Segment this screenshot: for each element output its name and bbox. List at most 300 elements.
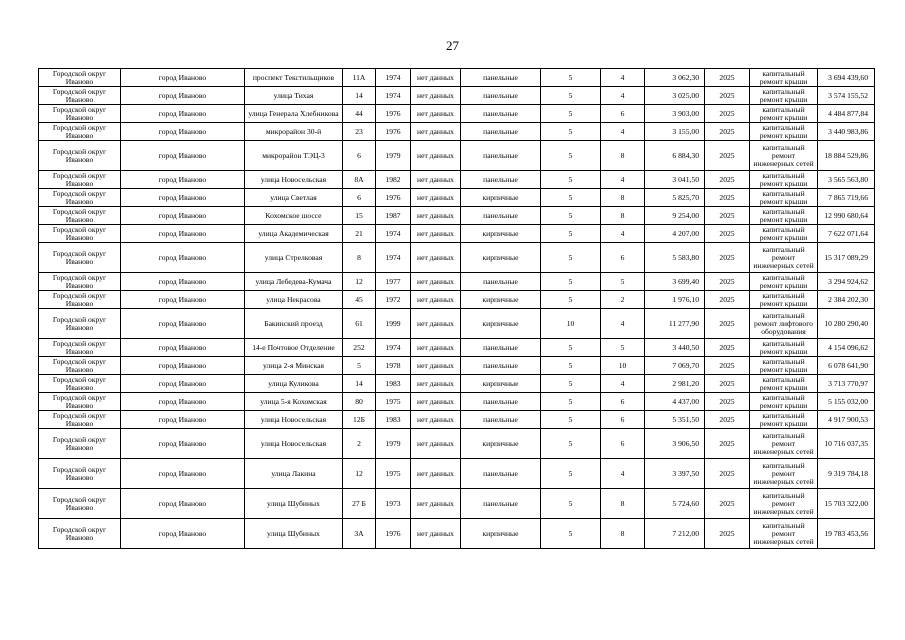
area-cell: 11 277,90 bbox=[645, 309, 705, 339]
year-built-cell: 1979 bbox=[376, 141, 411, 171]
entrances-cell: 8 bbox=[601, 141, 645, 171]
wall-material-cell: кирпичные bbox=[461, 225, 541, 243]
area-cell: 3 155,00 bbox=[645, 123, 705, 141]
floors-cell: 5 bbox=[541, 141, 601, 171]
year-built-cell: 1983 bbox=[376, 375, 411, 393]
wall-material-cell: панельные bbox=[461, 171, 541, 189]
house-number-cell: 80 bbox=[343, 393, 376, 411]
floors-cell: 5 bbox=[541, 291, 601, 309]
street-cell: улица 5-я Кохомская bbox=[245, 393, 343, 411]
year-built-cell: 1979 bbox=[376, 429, 411, 459]
year-built-cell: 1973 bbox=[376, 489, 411, 519]
table-row bbox=[39, 309, 875, 339]
floors-cell: 5 bbox=[541, 273, 601, 291]
street-cell: улица Генерала Хлебникова bbox=[245, 105, 343, 123]
floors-cell: 5 bbox=[541, 411, 601, 429]
wall-material-cell: панельные bbox=[461, 459, 541, 489]
city-cell: город Иваново bbox=[121, 291, 245, 309]
wall-material-cell: кирпичные bbox=[461, 243, 541, 273]
street-cell: улица Стрелковая bbox=[245, 243, 343, 273]
house-number-cell: 15 bbox=[343, 207, 376, 225]
entrances-cell: 8 bbox=[601, 489, 645, 519]
city-cell: город Иваново bbox=[121, 189, 245, 207]
house-number-cell: 44 bbox=[343, 105, 376, 123]
area-cell: 3 025,00 bbox=[645, 87, 705, 105]
data-availability-cell: нет данных bbox=[411, 243, 461, 273]
year-built-cell: 1976 bbox=[376, 189, 411, 207]
street-cell: улица Академическая bbox=[245, 225, 343, 243]
table-row bbox=[39, 489, 875, 519]
year-built-cell: 1974 bbox=[376, 69, 411, 87]
wall-material-cell: панельные bbox=[461, 357, 541, 375]
wall-material-cell: панельные bbox=[461, 489, 541, 519]
city-cell: город Иваново bbox=[121, 273, 245, 291]
house-number-cell: 3А bbox=[343, 519, 376, 549]
year-built-cell: 1983 bbox=[376, 411, 411, 429]
table-row bbox=[39, 123, 875, 141]
floors-cell: 5 bbox=[541, 375, 601, 393]
wall-material-cell: панельные bbox=[461, 411, 541, 429]
house-number-cell: 21 bbox=[343, 225, 376, 243]
cost-cell: 4 484 877,84 bbox=[818, 105, 875, 123]
city-cell: город Иваново bbox=[121, 519, 245, 549]
table-row bbox=[39, 225, 875, 243]
plan-year-cell: 2025 bbox=[705, 339, 750, 357]
data-availability-cell: нет данных bbox=[411, 225, 461, 243]
year-built-cell: 1978 bbox=[376, 357, 411, 375]
floors-cell: 5 bbox=[541, 429, 601, 459]
floors-cell: 5 bbox=[541, 357, 601, 375]
floors-cell: 5 bbox=[541, 171, 601, 189]
table-row bbox=[39, 339, 875, 357]
city-cell: город Иваново bbox=[121, 207, 245, 225]
year-built-cell: 1982 bbox=[376, 171, 411, 189]
cost-cell: 6 078 641,90 bbox=[818, 357, 875, 375]
cost-cell: 3 565 563,80 bbox=[818, 171, 875, 189]
plan-year-cell: 2025 bbox=[705, 171, 750, 189]
district-cell: Городской округ Иваново bbox=[39, 171, 121, 189]
entrances-cell: 8 bbox=[601, 207, 645, 225]
district-cell: Городской округ Иваново bbox=[39, 225, 121, 243]
district-cell: Городской округ Иваново bbox=[39, 459, 121, 489]
area-cell: 4 437,00 bbox=[645, 393, 705, 411]
house-number-cell: 12 bbox=[343, 459, 376, 489]
wall-material-cell: кирпичные bbox=[461, 519, 541, 549]
floors-cell: 5 bbox=[541, 459, 601, 489]
table-row bbox=[39, 519, 875, 549]
work-type-cell: капитальный ремонт крыши bbox=[750, 393, 818, 411]
area-cell: 3 903,00 bbox=[645, 105, 705, 123]
cost-cell: 19 783 453,56 bbox=[818, 519, 875, 549]
district-cell: Городской округ Иваново bbox=[39, 429, 121, 459]
year-built-cell: 1987 bbox=[376, 207, 411, 225]
floors-cell: 5 bbox=[541, 69, 601, 87]
work-type-cell: капитальный ремонт крыши bbox=[750, 225, 818, 243]
wall-material-cell: панельные bbox=[461, 393, 541, 411]
year-built-cell: 1977 bbox=[376, 273, 411, 291]
street-cell: улица Тихая bbox=[245, 87, 343, 105]
plan-year-cell: 2025 bbox=[705, 243, 750, 273]
floors-cell: 5 bbox=[541, 243, 601, 273]
city-cell: город Иваново bbox=[121, 123, 245, 141]
house-number-cell: 8А bbox=[343, 171, 376, 189]
year-built-cell: 1976 bbox=[376, 105, 411, 123]
city-cell: город Иваново bbox=[121, 243, 245, 273]
wall-material-cell: панельные bbox=[461, 141, 541, 171]
house-number-cell: 8 bbox=[343, 243, 376, 273]
table-row bbox=[39, 375, 875, 393]
data-availability-cell: нет данных bbox=[411, 69, 461, 87]
table-row bbox=[39, 357, 875, 375]
street-cell: Бакинский проезд bbox=[245, 309, 343, 339]
house-number-cell: 5 bbox=[343, 357, 376, 375]
wall-material-cell: панельные bbox=[461, 87, 541, 105]
street-cell: улица Шубиных bbox=[245, 489, 343, 519]
area-cell: 4 207,00 bbox=[645, 225, 705, 243]
work-type-cell: капитальный ремонт лифтового оборудования bbox=[750, 309, 818, 339]
plan-year-cell: 2025 bbox=[705, 189, 750, 207]
cost-cell: 4 154 096,62 bbox=[818, 339, 875, 357]
house-number-cell: 14 bbox=[343, 87, 376, 105]
data-availability-cell: нет данных bbox=[411, 429, 461, 459]
entrances-cell: 4 bbox=[601, 459, 645, 489]
work-type-cell: капитальный ремонт крыши bbox=[750, 375, 818, 393]
entrances-cell: 8 bbox=[601, 189, 645, 207]
work-type-cell: капитальный ремонт крыши bbox=[750, 69, 818, 87]
year-built-cell: 1974 bbox=[376, 339, 411, 357]
work-type-cell: капитальный ремонт инженерных сетей bbox=[750, 519, 818, 549]
street-cell: улица Новосельская bbox=[245, 411, 343, 429]
cost-cell: 10 280 290,40 bbox=[818, 309, 875, 339]
wall-material-cell: панельные bbox=[461, 207, 541, 225]
district-cell: Городской округ Иваново bbox=[39, 141, 121, 171]
table-body bbox=[39, 69, 875, 549]
wall-material-cell: панельные bbox=[461, 69, 541, 87]
data-availability-cell: нет данных bbox=[411, 339, 461, 357]
year-built-cell: 1972 bbox=[376, 291, 411, 309]
entrances-cell: 4 bbox=[601, 87, 645, 105]
street-cell: улица Куликова bbox=[245, 375, 343, 393]
house-number-cell: 23 bbox=[343, 123, 376, 141]
house-number-cell: 6 bbox=[343, 189, 376, 207]
cost-cell: 15 317 089,29 bbox=[818, 243, 875, 273]
floors-cell: 5 bbox=[541, 189, 601, 207]
district-cell: Городской округ Иваново bbox=[39, 105, 121, 123]
table-row bbox=[39, 141, 875, 171]
data-availability-cell: нет данных bbox=[411, 519, 461, 549]
street-cell: 14-е Почтовое Отделение bbox=[245, 339, 343, 357]
floors-cell: 5 bbox=[541, 225, 601, 243]
district-cell: Городской округ Иваново bbox=[39, 243, 121, 273]
floors-cell: 5 bbox=[541, 393, 601, 411]
data-availability-cell: нет данных bbox=[411, 141, 461, 171]
work-type-cell: капитальный ремонт инженерных сетей bbox=[750, 489, 818, 519]
area-cell: 3 041,50 bbox=[645, 171, 705, 189]
plan-year-cell: 2025 bbox=[705, 489, 750, 519]
cost-cell: 15 703 322,00 bbox=[818, 489, 875, 519]
year-built-cell: 1999 bbox=[376, 309, 411, 339]
district-cell: Городской округ Иваново bbox=[39, 357, 121, 375]
wall-material-cell: панельные bbox=[461, 105, 541, 123]
district-cell: Городской округ Иваново bbox=[39, 69, 121, 87]
plan-year-cell: 2025 bbox=[705, 459, 750, 489]
year-built-cell: 1974 bbox=[376, 225, 411, 243]
table-row bbox=[39, 411, 875, 429]
data-availability-cell: нет данных bbox=[411, 189, 461, 207]
wall-material-cell: кирпичные bbox=[461, 429, 541, 459]
street-cell: микрорайон 30-й bbox=[245, 123, 343, 141]
city-cell: город Иваново bbox=[121, 105, 245, 123]
district-cell: Городской округ Иваново bbox=[39, 87, 121, 105]
floors-cell: 5 bbox=[541, 123, 601, 141]
city-cell: город Иваново bbox=[121, 69, 245, 87]
city-cell: город Иваново bbox=[121, 393, 245, 411]
entrances-cell: 6 bbox=[601, 393, 645, 411]
cost-cell: 4 917 900,53 bbox=[818, 411, 875, 429]
district-cell: Городской округ Иваново bbox=[39, 291, 121, 309]
wall-material-cell: кирпичные bbox=[461, 291, 541, 309]
area-cell: 7 212,00 bbox=[645, 519, 705, 549]
area-cell: 6 884,30 bbox=[645, 141, 705, 171]
entrances-cell: 4 bbox=[601, 171, 645, 189]
data-availability-cell: нет данных bbox=[411, 105, 461, 123]
city-cell: город Иваново bbox=[121, 411, 245, 429]
street-cell: улица Светлая bbox=[245, 189, 343, 207]
street-cell: улица Лебедева-Кумача bbox=[245, 273, 343, 291]
area-cell: 1 976,10 bbox=[645, 291, 705, 309]
table-row bbox=[39, 273, 875, 291]
house-number-cell: 11А bbox=[343, 69, 376, 87]
cost-cell: 9 319 784,18 bbox=[818, 459, 875, 489]
district-cell: Городской округ Иваново bbox=[39, 273, 121, 291]
area-cell: 3 397,50 bbox=[645, 459, 705, 489]
city-cell: город Иваново bbox=[121, 339, 245, 357]
floors-cell: 5 bbox=[541, 339, 601, 357]
entrances-cell: 5 bbox=[601, 339, 645, 357]
street-cell: улица Шубиных bbox=[245, 519, 343, 549]
plan-year-cell: 2025 bbox=[705, 141, 750, 171]
table-row bbox=[39, 69, 875, 87]
entrances-cell: 4 bbox=[601, 309, 645, 339]
data-availability-cell: нет данных bbox=[411, 357, 461, 375]
plan-year-cell: 2025 bbox=[705, 225, 750, 243]
table-row bbox=[39, 393, 875, 411]
area-cell: 5 825,70 bbox=[645, 189, 705, 207]
city-cell: город Иваново bbox=[121, 357, 245, 375]
entrances-cell: 4 bbox=[601, 69, 645, 87]
work-type-cell: капитальный ремонт крыши bbox=[750, 411, 818, 429]
floors-cell: 5 bbox=[541, 207, 601, 225]
floors-cell: 5 bbox=[541, 489, 601, 519]
plan-year-cell: 2025 bbox=[705, 69, 750, 87]
plan-year-cell: 2025 bbox=[705, 519, 750, 549]
house-number-cell: 12Б bbox=[343, 411, 376, 429]
street-cell: проспект Текстильщиков bbox=[245, 69, 343, 87]
work-type-cell: капитальный ремонт крыши bbox=[750, 207, 818, 225]
data-availability-cell: нет данных bbox=[411, 123, 461, 141]
street-cell: Кохомское шоссе bbox=[245, 207, 343, 225]
year-built-cell: 1975 bbox=[376, 459, 411, 489]
entrances-cell: 6 bbox=[601, 411, 645, 429]
entrances-cell: 8 bbox=[601, 519, 645, 549]
district-cell: Городской округ Иваново bbox=[39, 189, 121, 207]
area-cell: 3 062,30 bbox=[645, 69, 705, 87]
table-row bbox=[39, 459, 875, 489]
wall-material-cell: панельные bbox=[461, 273, 541, 291]
city-cell: город Иваново bbox=[121, 141, 245, 171]
cost-cell: 2 384 202,30 bbox=[818, 291, 875, 309]
table-row bbox=[39, 171, 875, 189]
table-row bbox=[39, 429, 875, 459]
cost-cell: 12 990 680,64 bbox=[818, 207, 875, 225]
data-availability-cell: нет данных bbox=[411, 489, 461, 519]
entrances-cell: 4 bbox=[601, 123, 645, 141]
cost-cell: 18 884 529,86 bbox=[818, 141, 875, 171]
cost-cell: 3 294 924,62 bbox=[818, 273, 875, 291]
work-type-cell: капитальный ремонт крыши bbox=[750, 87, 818, 105]
wall-material-cell: кирпичные bbox=[461, 375, 541, 393]
plan-year-cell: 2025 bbox=[705, 273, 750, 291]
year-built-cell: 1976 bbox=[376, 123, 411, 141]
plan-year-cell: 2025 bbox=[705, 105, 750, 123]
district-cell: Городской округ Иваново bbox=[39, 207, 121, 225]
year-built-cell: 1976 bbox=[376, 519, 411, 549]
plan-year-cell: 2025 bbox=[705, 309, 750, 339]
district-cell: Городской округ Иваново bbox=[39, 393, 121, 411]
cost-cell: 5 155 032,00 bbox=[818, 393, 875, 411]
cost-cell: 3 694 439,60 bbox=[818, 69, 875, 87]
entrances-cell: 2 bbox=[601, 291, 645, 309]
house-number-cell: 252 bbox=[343, 339, 376, 357]
wall-material-cell: панельные bbox=[461, 123, 541, 141]
work-type-cell: капитальный ремонт крыши bbox=[750, 171, 818, 189]
house-number-cell: 14 bbox=[343, 375, 376, 393]
plan-year-cell: 2025 bbox=[705, 87, 750, 105]
floors-cell: 10 bbox=[541, 309, 601, 339]
data-availability-cell: нет данных bbox=[411, 393, 461, 411]
cost-cell: 3 440 983,86 bbox=[818, 123, 875, 141]
entrances-cell: 6 bbox=[601, 429, 645, 459]
district-cell: Городской округ Иваново bbox=[39, 489, 121, 519]
area-cell: 5 583,80 bbox=[645, 243, 705, 273]
district-cell: Городской округ Иваново bbox=[39, 519, 121, 549]
city-cell: город Иваново bbox=[121, 309, 245, 339]
table-row bbox=[39, 207, 875, 225]
work-type-cell: капитальный ремонт крыши bbox=[750, 105, 818, 123]
work-type-cell: капитальный ремонт крыши bbox=[750, 189, 818, 207]
district-cell: Городской округ Иваново bbox=[39, 375, 121, 393]
work-type-cell: капитальный ремонт инженерных сетей bbox=[750, 243, 818, 273]
data-availability-cell: нет данных bbox=[411, 411, 461, 429]
street-cell: микрорайон ТЭЦ-3 bbox=[245, 141, 343, 171]
street-cell: улица Некрасова bbox=[245, 291, 343, 309]
district-cell: Городской округ Иваново bbox=[39, 339, 121, 357]
city-cell: город Иваново bbox=[121, 489, 245, 519]
work-type-cell: капитальный ремонт крыши bbox=[750, 123, 818, 141]
house-number-cell: 61 bbox=[343, 309, 376, 339]
work-type-cell: капитальный ремонт крыши bbox=[750, 291, 818, 309]
house-number-cell: 2 bbox=[343, 429, 376, 459]
plan-year-cell: 2025 bbox=[705, 123, 750, 141]
entrances-cell: 10 bbox=[601, 357, 645, 375]
year-built-cell: 1974 bbox=[376, 87, 411, 105]
city-cell: город Иваново bbox=[121, 225, 245, 243]
work-type-cell: капитальный ремонт инженерных сетей bbox=[750, 459, 818, 489]
plan-year-cell: 2025 bbox=[705, 291, 750, 309]
street-cell: улица 2-я Минская bbox=[245, 357, 343, 375]
table-row bbox=[39, 243, 875, 273]
district-cell: Городской округ Иваново bbox=[39, 411, 121, 429]
city-cell: город Иваново bbox=[121, 171, 245, 189]
work-type-cell: капитальный ремонт крыши bbox=[750, 339, 818, 357]
data-availability-cell: нет данных bbox=[411, 375, 461, 393]
cost-cell: 10 716 037,35 bbox=[818, 429, 875, 459]
data-availability-cell: нет данных bbox=[411, 273, 461, 291]
area-cell: 5 351,50 bbox=[645, 411, 705, 429]
page-number: 27 bbox=[446, 38, 459, 53]
house-number-cell: 12 bbox=[343, 273, 376, 291]
area-cell: 9 254,00 bbox=[645, 207, 705, 225]
work-type-cell: капитальный ремонт инженерных сетей bbox=[750, 141, 818, 171]
house-number-cell: 45 bbox=[343, 291, 376, 309]
plan-year-cell: 2025 bbox=[705, 429, 750, 459]
year-built-cell: 1974 bbox=[376, 243, 411, 273]
plan-year-cell: 2025 bbox=[705, 207, 750, 225]
city-cell: город Иваново bbox=[121, 375, 245, 393]
work-type-cell: капитальный ремонт инженерных сетей bbox=[750, 429, 818, 459]
house-number-cell: 6 bbox=[343, 141, 376, 171]
city-cell: город Иваново bbox=[121, 459, 245, 489]
area-cell: 5 724,60 bbox=[645, 489, 705, 519]
entrances-cell: 4 bbox=[601, 375, 645, 393]
wall-material-cell: панельные bbox=[461, 339, 541, 357]
street-cell: улица Лакина bbox=[245, 459, 343, 489]
area-cell: 3 906,50 bbox=[645, 429, 705, 459]
floors-cell: 5 bbox=[541, 519, 601, 549]
entrances-cell: 6 bbox=[601, 243, 645, 273]
entrances-cell: 4 bbox=[601, 225, 645, 243]
plan-year-cell: 2025 bbox=[705, 375, 750, 393]
data-availability-cell: нет данных bbox=[411, 309, 461, 339]
entrances-cell: 6 bbox=[601, 105, 645, 123]
data-availability-cell: нет данных bbox=[411, 291, 461, 309]
table-row bbox=[39, 105, 875, 123]
table-row bbox=[39, 87, 875, 105]
work-type-cell: капитальный ремонт крыши bbox=[750, 273, 818, 291]
area-cell: 7 069,70 bbox=[645, 357, 705, 375]
street-cell: улица Новосельская bbox=[245, 429, 343, 459]
plan-year-cell: 2025 bbox=[705, 393, 750, 411]
area-cell: 2 981,20 bbox=[645, 375, 705, 393]
data-availability-cell: нет данных bbox=[411, 459, 461, 489]
plan-year-cell: 2025 bbox=[705, 411, 750, 429]
district-cell: Городской округ Иваново bbox=[39, 309, 121, 339]
city-cell: город Иваново bbox=[121, 87, 245, 105]
plan-year-cell: 2025 bbox=[705, 357, 750, 375]
district-cell: Городской округ Иваново bbox=[39, 123, 121, 141]
data-availability-cell: нет данных bbox=[411, 171, 461, 189]
data-availability-cell: нет данных bbox=[411, 207, 461, 225]
floors-cell: 5 bbox=[541, 87, 601, 105]
work-type-cell: капитальный ремонт крыши bbox=[750, 357, 818, 375]
data-availability-cell: нет данных bbox=[411, 87, 461, 105]
street-cell: улица Новосельская bbox=[245, 171, 343, 189]
wall-material-cell: кирпичные bbox=[461, 189, 541, 207]
area-cell: 3 699,40 bbox=[645, 273, 705, 291]
cost-cell: 7 865 719,66 bbox=[818, 189, 875, 207]
table-row bbox=[39, 291, 875, 309]
cost-cell: 3 713 770,97 bbox=[818, 375, 875, 393]
